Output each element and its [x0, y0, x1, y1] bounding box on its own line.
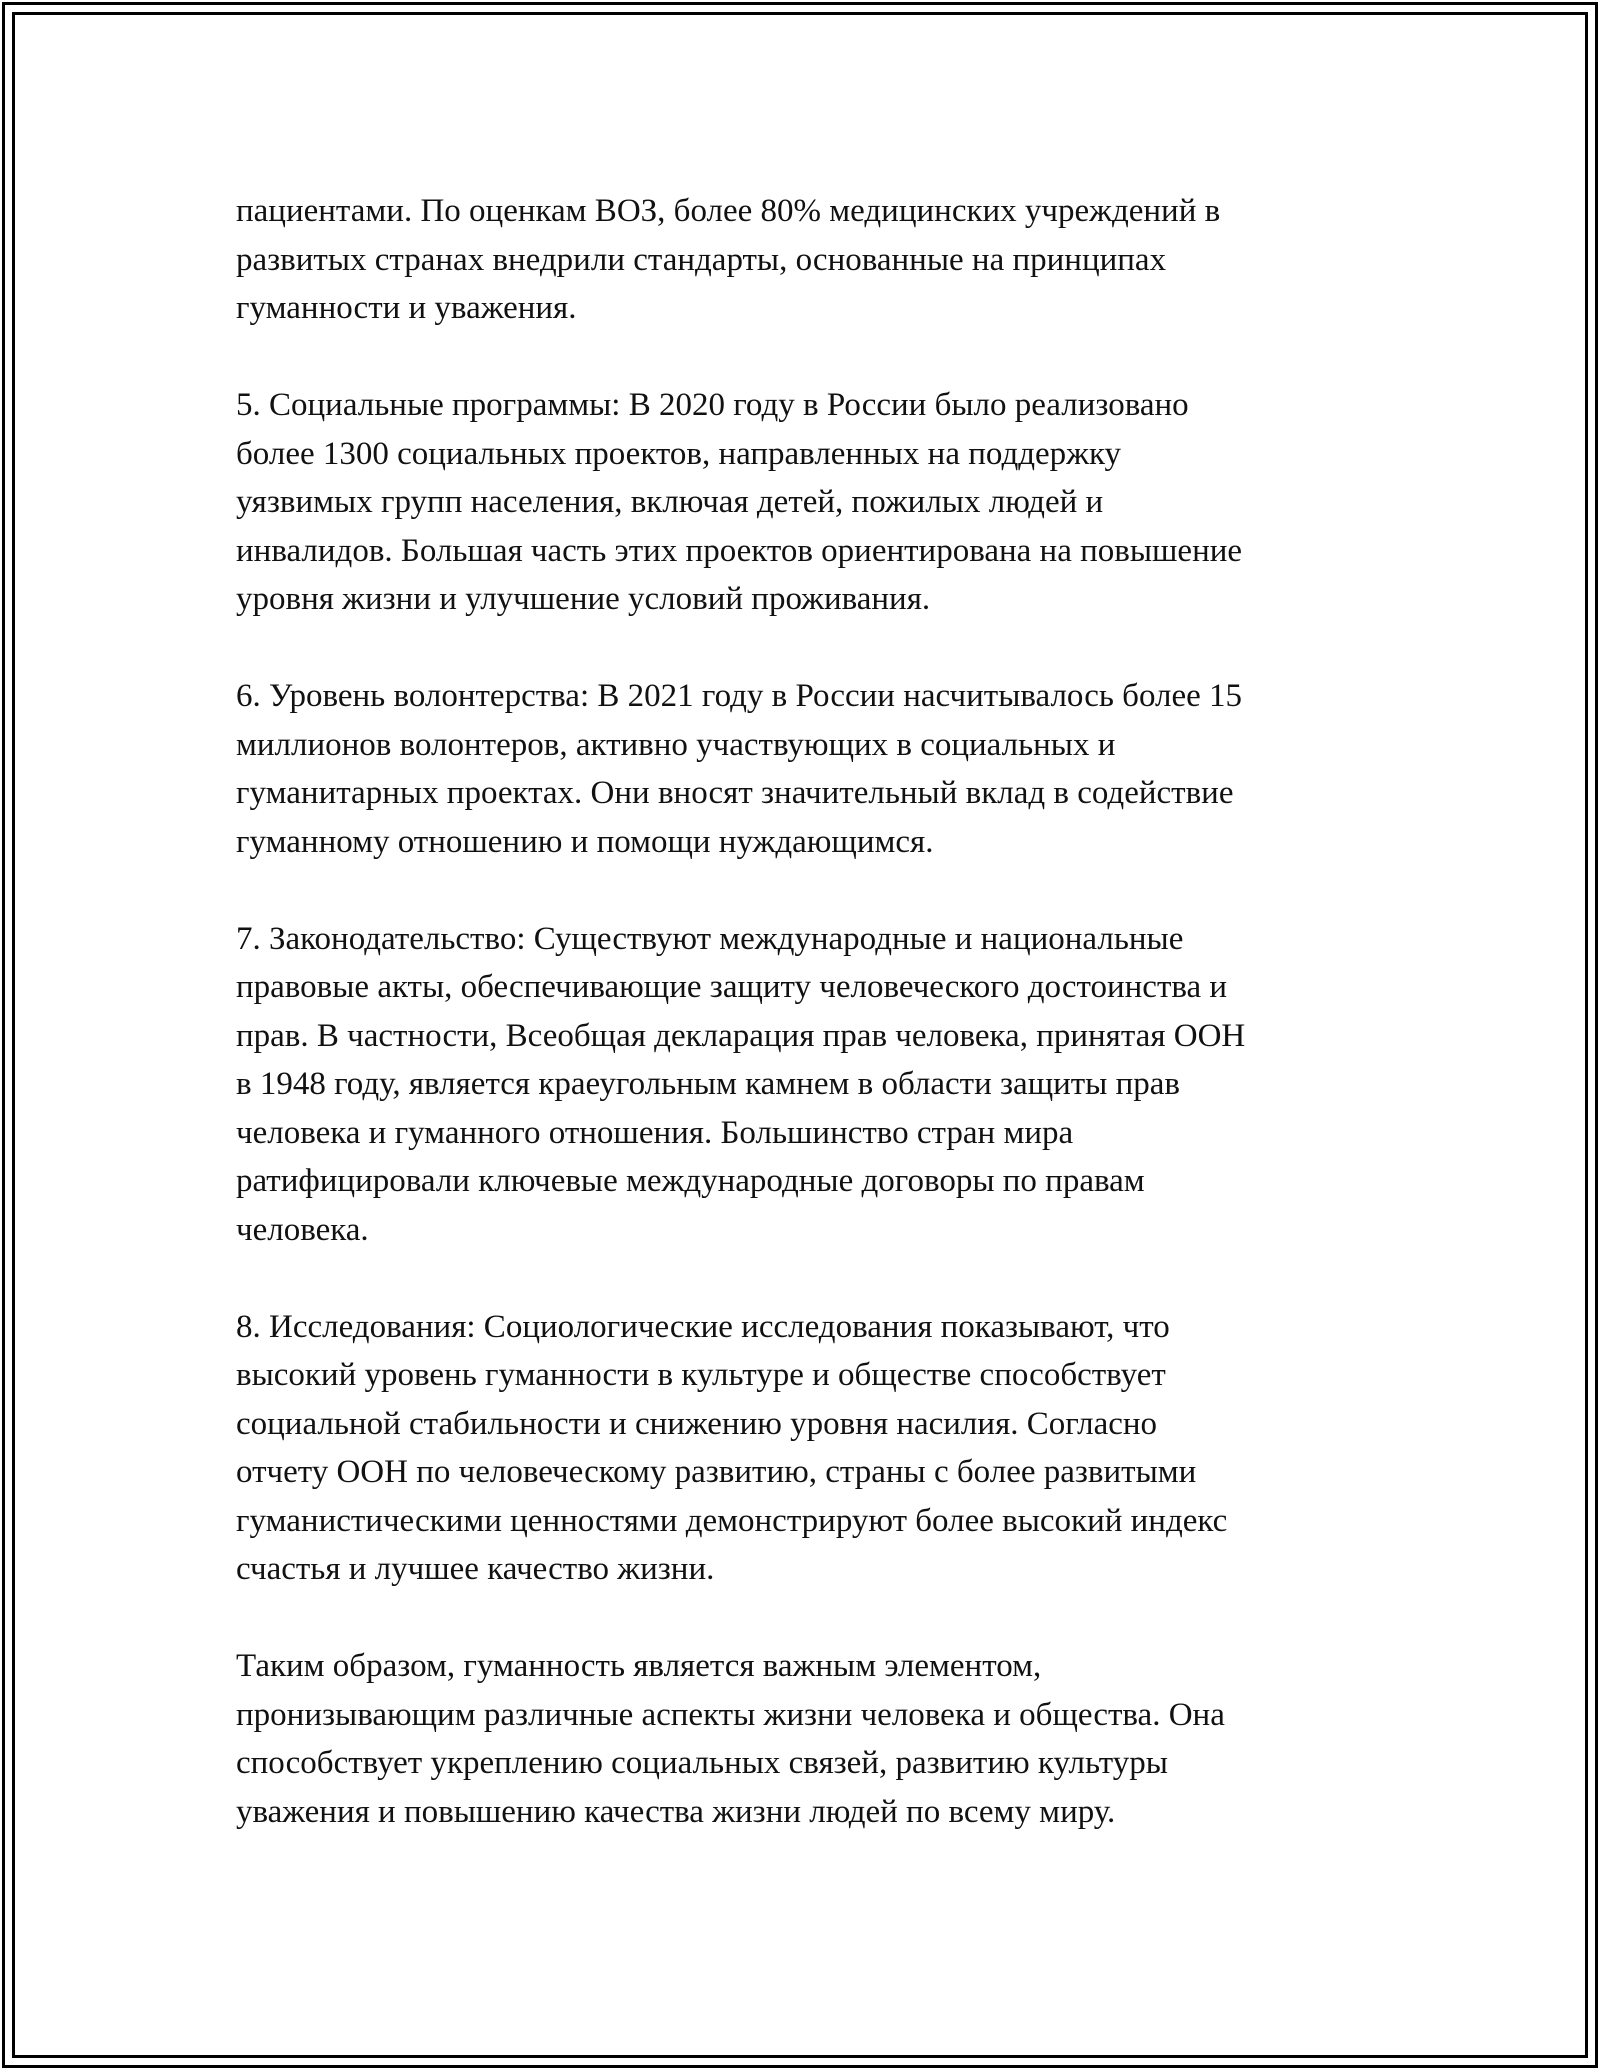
document-body	[236, 187, 1386, 1885]
paragraph-continuation: пациентами. По оценкам ВОЗ, более 80% медицинских учреждений в развитых странах внедрили стандарты, основанные на принципах гуманности и уважения.	[236, 193, 1221, 326]
paragraph-research: 8. Исследования: Социологические исследования показывают, что высокий уровень гуманности в культуре и обществе способствует социальной стабильности и снижению уровня насилия. Согласно отчету ООН по человеческому развитию, страны с более развитыми гуманистическими ценностями демонстрируют более высокий индекс счастья и лучшее качество жизни.	[236, 1308, 1228, 1587]
paragraph-conclusion: Таким образом, гуманность является важным элементом, пронизывающим различные аспекты жизни человека и общества. Она способствует укреплению социальных связей, развитию культуры уважения и повышению качества жизни людей по всему миру.	[236, 1648, 1225, 1830]
paragraph-social-programs: 5. Социальные программы: В 2020 году в России было реализовано более 1300 социальных проектов, направленных на поддержку уязвимых групп населения, включая детей, пожилых людей и инвалидов. Большая часть этих проектов ориентирована на повышение уровня жизни и улучшение условий проживания.	[236, 387, 1243, 617]
paragraph-legislation: 7. Законодательство: Существуют международные и национальные правовые акты, обеспечивающие защиту человеческого достоинства и прав. В частности, Всеобщая декларация прав человека, принятая ООН в 1948 году, является краеугольным камнем в области защиты прав человека и гуманного отношения. Большинство стран мира ратифицировали ключевые международные договоры по правам человека.	[236, 920, 1246, 1248]
paragraph-volunteering: 6. Уровень волонтерства: В 2021 году в России насчитывалось более 15 миллионов волонтеров, активно участвующих в социальных и гуманитарных проектах. Они вносят значительный вклад в содействие гуманному отношению и помощи нуждающимся.	[236, 678, 1243, 860]
